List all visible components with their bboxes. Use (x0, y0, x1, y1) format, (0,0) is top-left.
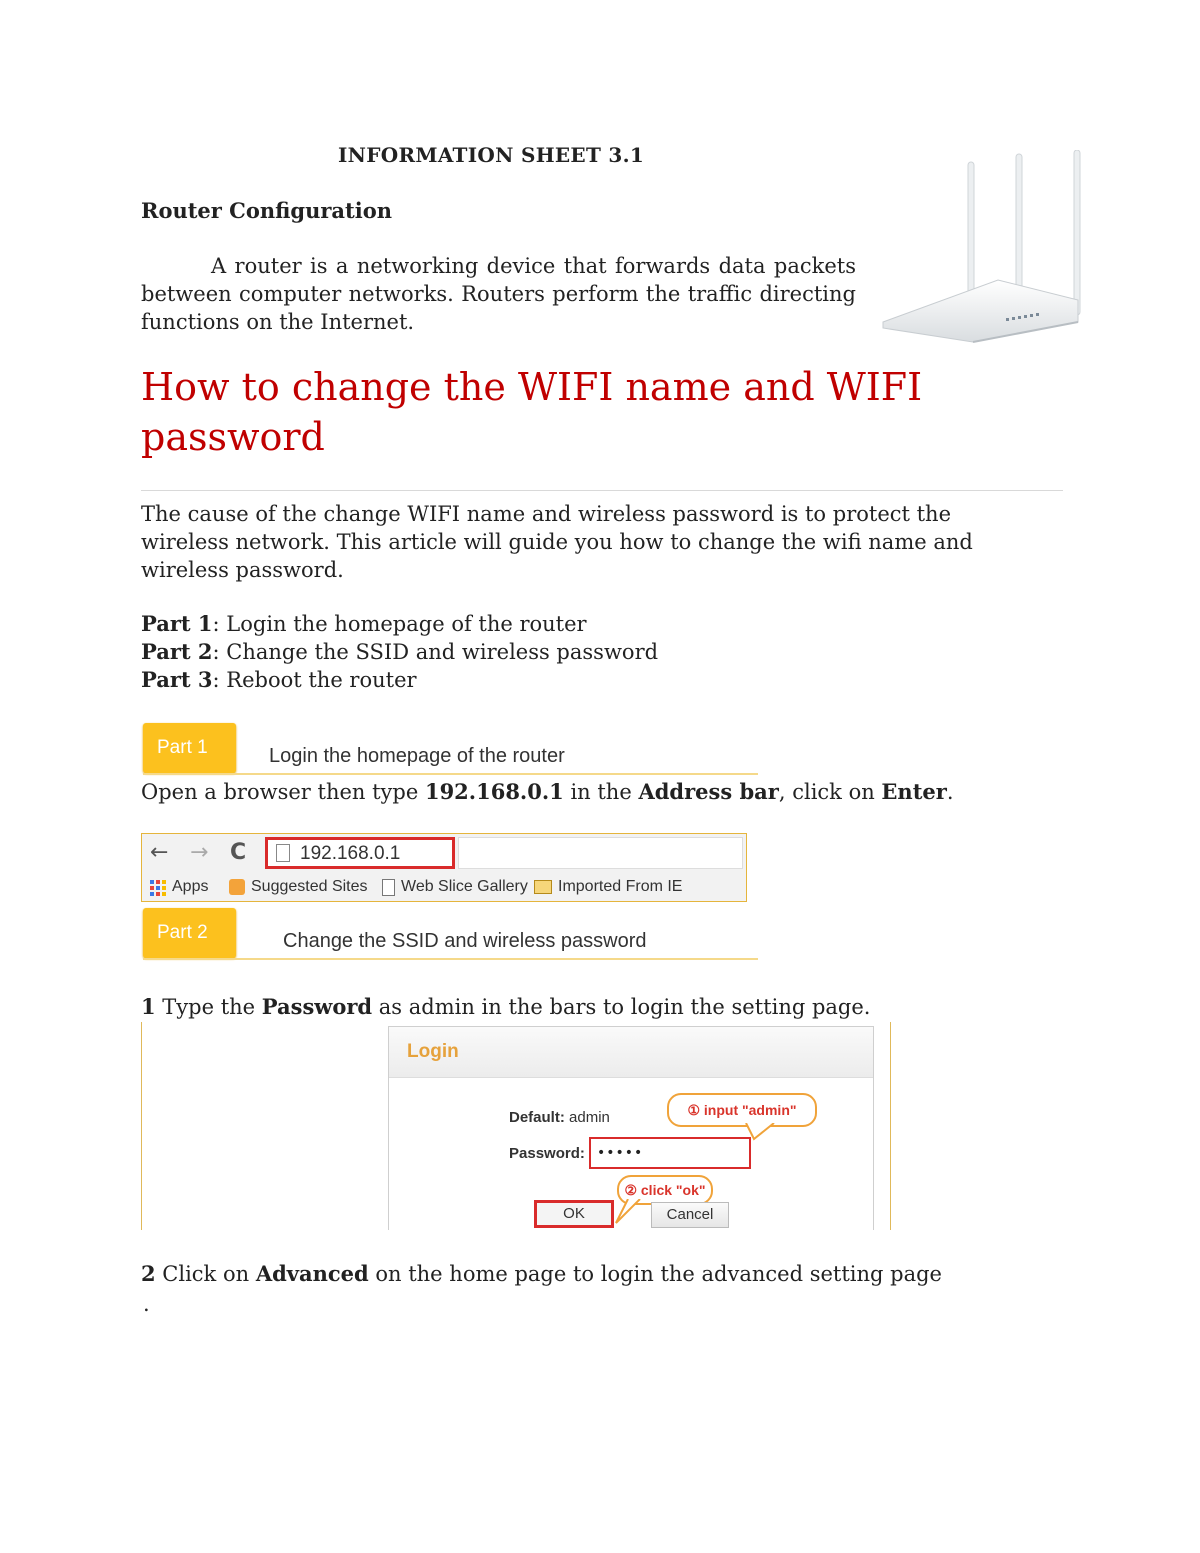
cancel-button[interactable]: Cancel (651, 1202, 729, 1228)
ip-address: 192.168.0.1 (424, 779, 564, 804)
intro-paragraph (141, 252, 856, 336)
document-title: INFORMATION SHEET 3.1 (338, 143, 645, 167)
parts-list (141, 610, 658, 694)
reload-icon[interactable]: C (230, 840, 247, 865)
callout-input-admin: ① input "admin" (667, 1093, 817, 1127)
part-text: : Login the homepage of the router (212, 612, 587, 636)
bookmarks-bar (142, 874, 746, 901)
part-text: : Reboot the router (212, 668, 417, 692)
banner-underline (143, 773, 758, 775)
login-title: Login (407, 1041, 459, 1062)
folder-icon (534, 880, 552, 894)
default-label: Default: admin (509, 1109, 610, 1126)
step2-instruction: 2 Click on Advanced on the home page to login the advanced setting page (141, 1261, 942, 1286)
callout-pointer (614, 1199, 644, 1225)
suggested-sites-icon (229, 879, 245, 895)
bookmark-imported-from-ie[interactable]: Imported From IE (534, 878, 682, 896)
document-subtitle: Router Configuration (141, 198, 392, 223)
trailing-dot: . (143, 1292, 150, 1316)
part-label: Part 3 (141, 667, 213, 692)
back-arrow-icon[interactable]: ← (150, 840, 169, 865)
list-item (141, 666, 658, 694)
ok-button[interactable]: OK (534, 1200, 614, 1228)
login-panel (388, 1026, 874, 1230)
part1-banner-title: Login the homepage of the router (269, 745, 565, 767)
bookmark-apps[interactable]: Apps (150, 878, 208, 896)
open-browser-instruction: Open a browser then type 192.168.0.1 in the Address bar, click on Enter. (141, 779, 954, 804)
part2-badge: Part 2 (143, 908, 236, 958)
callout-click-ok: ② click "ok" (617, 1175, 713, 1205)
list-item (141, 638, 658, 666)
password-input[interactable]: ••••• (589, 1137, 751, 1169)
address-bar-extension (458, 837, 743, 869)
login-screenshot (141, 1022, 891, 1230)
section-heading: How to change the WIFI name and WIFI password (141, 365, 923, 459)
page-icon (382, 879, 395, 896)
part-label: Part 1 (141, 611, 213, 636)
browser-screenshot (141, 833, 747, 902)
intro-text: A router is a networking device that forwards data packets between computer networks. Routers perform the traffic directing functions on the Internet. (141, 254, 856, 334)
router-image (878, 150, 1083, 348)
part1-banner (143, 723, 758, 777)
forward-arrow-icon[interactable]: → (190, 840, 209, 865)
page-icon (276, 844, 290, 862)
list-item (141, 610, 658, 638)
apps-grid-icon (150, 880, 166, 894)
cause-paragraph: The cause of the change WIFI name and wireless password is to protect the wireless network. This article will guide you how to change the wifi name and wireless password. (141, 502, 973, 582)
part1-badge: Part 1 (143, 723, 236, 773)
part2-banner (143, 908, 758, 962)
login-header (389, 1027, 873, 1078)
bookmark-web-slice-gallery[interactable]: Web Slice Gallery (382, 878, 528, 896)
password-label: Password: (509, 1145, 585, 1162)
divider (141, 490, 1063, 491)
address-url: 192.168.0.1 (300, 843, 401, 864)
callout-pointer (744, 1123, 784, 1143)
part-text: : Change the SSID and wireless password (212, 640, 659, 664)
part-label: Part 2 (141, 639, 213, 664)
banner-underline (143, 958, 758, 960)
step1-instruction: 1 Type the Password as admin in the bars to login the setting page. (141, 994, 871, 1019)
part2-banner-title: Change the SSID and wireless password (283, 930, 647, 952)
bookmark-suggested-sites[interactable]: Suggested Sites (229, 878, 368, 896)
address-bar[interactable] (265, 837, 455, 869)
